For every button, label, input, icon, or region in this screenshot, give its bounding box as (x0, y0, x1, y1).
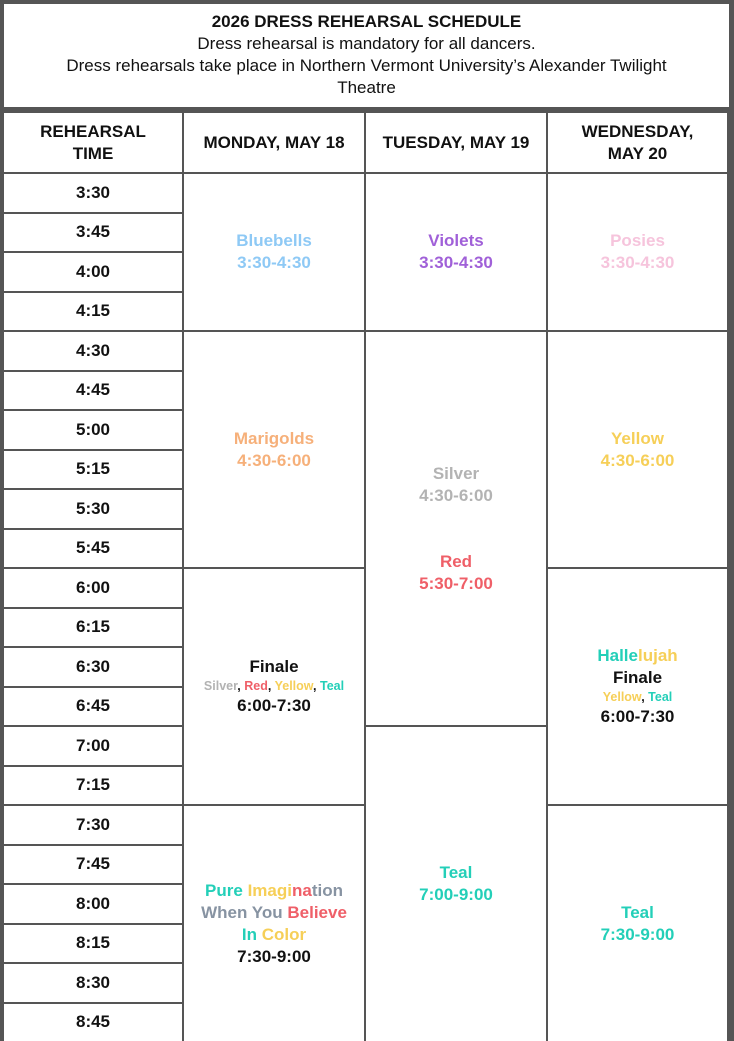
title-segment: lujah (638, 646, 678, 665)
group-yellow: Yellow (603, 690, 641, 704)
group-name: Red (440, 551, 472, 573)
time-cell: 5:15 (4, 451, 182, 489)
time-cell: 7:00 (4, 727, 182, 765)
group-time: 4:30-6:00 (419, 485, 493, 507)
time-cell: 4:30 (4, 332, 182, 370)
wednesday-yellow-block (548, 332, 727, 567)
group-time: 5:30-7:00 (419, 573, 493, 595)
group-silver: Silver (204, 679, 237, 693)
header-rehearsal-label: REHEARSAL (40, 121, 146, 143)
group-time: 3:30-4:30 (419, 252, 493, 274)
tuesday-silver-red-block (366, 332, 546, 725)
group-time: 7:30-9:00 (237, 946, 311, 968)
wednesday-teal-block (548, 806, 727, 1041)
group-time: 7:30-9:00 (601, 924, 675, 946)
tuesday-violets-block (366, 174, 546, 330)
group-name: Yellow (611, 428, 664, 450)
song-title-line (201, 902, 347, 924)
time-cell: 4:00 (4, 253, 182, 291)
header-rehearsal-time (4, 113, 182, 172)
separator: , (313, 679, 320, 693)
schedule-header (4, 4, 729, 107)
group-name: Teal (621, 902, 654, 924)
wednesday-posies-block (548, 174, 727, 330)
title-segment: Halle (597, 646, 638, 665)
header-wednesday-day: WEDNESDAY, (582, 121, 694, 143)
group-time: 4:30-6:00 (237, 450, 311, 472)
finale-title: Finale (249, 656, 298, 678)
time-cell: 5:30 (4, 490, 182, 528)
time-cell: 7:45 (4, 846, 182, 884)
monday-marigolds-block (184, 332, 364, 567)
title-segment: Color (262, 925, 306, 944)
monday-bluebells-block (184, 174, 364, 330)
song-title-line (242, 924, 306, 946)
title-segment: tion (312, 881, 343, 900)
venue-note-continued: Theatre (4, 77, 729, 99)
group-name: Violets (428, 230, 483, 252)
title-segment: Believe (287, 903, 347, 922)
finale-groups (603, 689, 673, 706)
group-teal: Teal (320, 679, 344, 693)
group-name: Bluebells (236, 230, 312, 252)
finale-groups (204, 678, 344, 695)
time-cell: 4:45 (4, 372, 182, 410)
header-wednesday (548, 113, 727, 172)
monday-pure-imagination-block (184, 806, 364, 1041)
group-time: 6:00-7:30 (601, 706, 675, 728)
group-name: Marigolds (234, 428, 314, 450)
song-title-line (205, 880, 343, 902)
tuesday-teal-block (366, 727, 546, 1041)
group-time: 7:00-9:00 (419, 884, 493, 906)
header-tuesday: TUESDAY, MAY 19 (366, 113, 546, 172)
venue-note: Dress rehearsals take place in Northern Vermont University’s Alexander Twilight (4, 55, 729, 77)
separator: , (268, 679, 275, 693)
group-time: 3:30-4:30 (601, 252, 675, 274)
finale-title: Finale (613, 667, 662, 689)
time-cell: 5:00 (4, 411, 182, 449)
group-time: 6:00-7:30 (237, 695, 311, 717)
separator: , (641, 690, 648, 704)
time-cell: 8:00 (4, 885, 182, 923)
group-yellow: Yellow (275, 679, 313, 693)
title-segment: In (242, 925, 262, 944)
group-teal: Teal (648, 690, 672, 704)
header-wednesday-date: MAY 20 (608, 143, 668, 165)
header-time-label: TIME (73, 143, 114, 165)
group-name: Silver (433, 463, 479, 485)
title-segment: When You (201, 903, 287, 922)
monday-finale-block (184, 569, 364, 804)
group-name: Posies (610, 230, 665, 252)
song-title-line (597, 645, 677, 667)
time-cell: 3:30 (4, 174, 182, 212)
header-monday: MONDAY, MAY 18 (184, 113, 364, 172)
time-cell: 7:30 (4, 806, 182, 844)
title-segment: Imagi (248, 881, 292, 900)
time-cell: 4:15 (4, 293, 182, 331)
time-cell: 6:30 (4, 648, 182, 686)
schedule-table (4, 113, 727, 1041)
time-cell: 7:15 (4, 767, 182, 805)
time-cell: 6:00 (4, 569, 182, 607)
time-cell: 3:45 (4, 214, 182, 252)
wednesday-hallelujah-block (548, 569, 727, 804)
time-cell: 8:45 (4, 1004, 182, 1041)
title-segment: Pure (205, 881, 248, 900)
group-red: Red (244, 679, 268, 693)
group-time: 3:30-4:30 (237, 252, 311, 274)
time-cell: 6:15 (4, 609, 182, 647)
separator: , (237, 679, 244, 693)
time-cell: 5:45 (4, 530, 182, 568)
group-name: Teal (440, 862, 473, 884)
group-time: 4:30-6:00 (601, 450, 675, 472)
time-cell: 8:15 (4, 925, 182, 963)
time-cell: 8:30 (4, 964, 182, 1002)
schedule-title: 2026 DRESS REHEARSAL SCHEDULE (4, 11, 729, 33)
title-segment: na (292, 881, 312, 900)
mandatory-note: Dress rehearsal is mandatory for all dancers. (4, 33, 729, 55)
time-cell: 6:45 (4, 688, 182, 726)
